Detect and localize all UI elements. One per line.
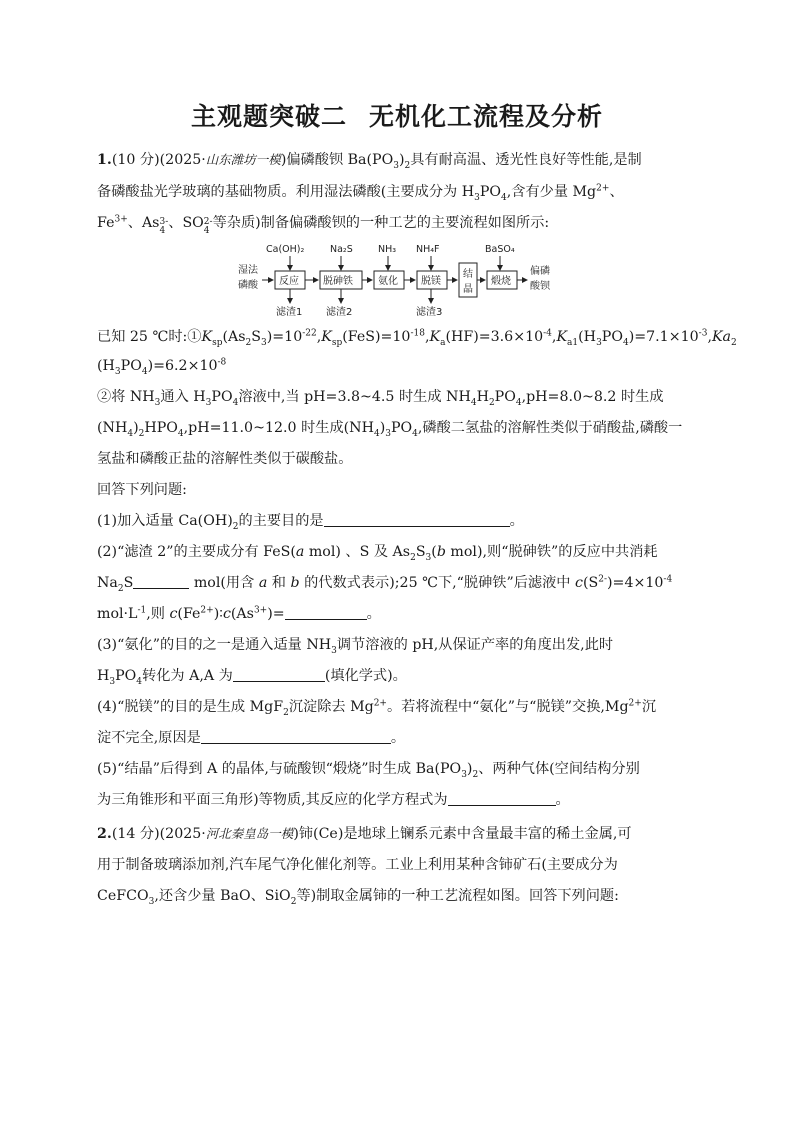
product-2: 酸钡 bbox=[530, 281, 550, 292]
reagent-baso4: BaSO₄ bbox=[485, 244, 515, 255]
step-remove-as-fe: 脱砷铁 bbox=[323, 276, 353, 287]
answer-blank-4[interactable] bbox=[201, 729, 391, 744]
step-remove-mg: 脱镁 bbox=[421, 276, 441, 287]
q1-line-2: 备磷酸盐光学玻璃的基础物质。利用湿法磷酸(主要成分为 $H_3PO_4$,含有少量 $Mg^{2+}$、 bbox=[97, 183, 624, 203]
q2-line-1: 2.(14 分)(2025·河北秦皇岛一模)铈(Ce)是地球上镧系元素中含量最丰富的稀土金属,可 bbox=[97, 826, 632, 842]
step-reaction: 反应 bbox=[279, 276, 299, 287]
answer-blank-3[interactable] bbox=[233, 667, 325, 682]
q1-part-4-line-2: 淀不完全,原因是 。 bbox=[97, 730, 406, 746]
reagent-nh4f: NH₄F bbox=[416, 244, 440, 255]
residue-1: 滤渣1 bbox=[276, 307, 303, 318]
flow-start-1: 湿法 bbox=[238, 265, 258, 276]
q1-condition-2: $(NH_4)_2HPO_4,pH=11.0\sim 12.0$ 时生成$(NH_4)_3PO_4$,磷酸二氢盐的溶解性类似于硝酸盐,磷酸一 bbox=[97, 420, 683, 439]
q1-condition-1: ②将 $NH_3$通入 $H_3PO_4$溶液中,当 pH=3.8~4.5 时生成 $NH_4H_2PO_4,pH=8.0\sim 8.2$ 时生成 bbox=[97, 389, 664, 408]
title-part-1: 主观题突破二 bbox=[190, 102, 347, 131]
q1-line-3: $Fe^{3+}$、As 3- 4 、SO 2- 4 等杂质)制备偏磷酸钡的一种工艺的主要流程如图所示: bbox=[97, 214, 550, 236]
q2-line-3: CeFCO$_3$,还含少量 BaO、SiO$_2$等)制取金属铈的一种工艺流程如图。回答下列问题: bbox=[97, 888, 619, 907]
reagent-caoh2: Ca(OH)₂ bbox=[266, 244, 305, 255]
answer-blank-2b[interactable] bbox=[285, 605, 367, 620]
q1-part-1: (1)加入适量 $Ca(OH)_2$的主要目的是 。 bbox=[97, 513, 524, 532]
reagent-nh3: NH₃ bbox=[378, 244, 397, 255]
answer-blank-5[interactable] bbox=[448, 791, 556, 806]
answer-blank-2a[interactable] bbox=[133, 574, 189, 589]
step-calcine: 煅烧 bbox=[491, 276, 511, 287]
flow-start-2: 磷酸 bbox=[238, 280, 258, 291]
page-title bbox=[0, 97, 794, 133]
product-1: 偏磷 bbox=[530, 266, 550, 277]
q2-line-2: 用于制备玻璃添加剂,汽车尾气净化催化剂等。工业上利用某种含铈矿石(主要成分为 bbox=[97, 857, 618, 873]
q1-part-2-line-2: $Na_2S$ mol(用含 a 和 b 的代数式表示);25 ℃下,“脱砷铁”后滤液中 $c(S^{2-})=4\times 10^{-4}$ bbox=[97, 574, 673, 594]
q1-known-1: 已知 25 ℃时$:①K_{sp}(As_2S_3)=10^{-22},K_{sp}(FeS)=10^{-18},K_a(HF)=3.6\times 10^{-4},K_{a1}(H_3PO_4)=7.1\times 10^{-3},Ka_2$ bbox=[97, 328, 737, 348]
process-flow-diagram bbox=[238, 241, 583, 319]
q1-part-2-line-3: $mol\cdot L^{-1}$,则 $c(Fe^{2+})∶c(As^{3+})=$ 。 bbox=[97, 605, 381, 622]
q1-part-3-line-2: $H_3PO_4$转化为 A,A 为 (填化学式)。 bbox=[97, 668, 407, 687]
q1-part-3-line-1: (3)“氨化”的目的之一是通入适量 $NH_3$调节溶液的 pH,从保证产率的角度出发,此时 bbox=[97, 637, 614, 656]
q1-condition-3: 氢盐和磷酸正盐的溶解性类似于碳酸盐。 bbox=[97, 451, 353, 467]
answer-blank-1[interactable] bbox=[324, 512, 510, 527]
q1-answer-prompt: 回答下列问题: bbox=[97, 482, 187, 498]
step-crystallize-2: 晶 bbox=[463, 284, 473, 295]
q1-part-5-line-2: 为三角锥形和平面三角形)等物质,其反应的化学方程式为 。 bbox=[97, 792, 570, 808]
residue-2: 滤渣2 bbox=[326, 307, 353, 318]
step-ammoniation: 氨化 bbox=[378, 276, 398, 287]
q1-part-4-line-1: (4)“脱镁”的目的是生成 MgF$_2$沉淀除去 $Mg^{2+}$。若将流程中“氨化”与“脱镁”交换$,Mg^{2+}$沉 bbox=[97, 698, 657, 718]
q1-part-5-line-1: (5)“结晶”后得到 A 的晶体,与硫酸钡“煅烧”时生成 $Ba(PO_3)_2$、两种气体(空间结构分别 bbox=[97, 761, 640, 780]
title-part-2: 无机化工流程及分析 bbox=[369, 102, 604, 131]
residue-3: 滤渣3 bbox=[416, 307, 443, 318]
step-crystallize-1: 结 bbox=[463, 269, 473, 280]
q1-line-1: 1.(10 分)(2025·山东潍坊一模)偏磷酸钡 $Ba(PO_3)_2$具有耐高温、透光性良好等性能,是制 bbox=[97, 152, 642, 171]
q1-part-2-line-1: (2)“滤渣 2”的主要成分有 FeS(a mol) 、S 及 $As_2S_3(b$ mol),则“脱砷铁”的反应中共消耗 bbox=[97, 544, 658, 563]
reagent-na2s: Na₂S bbox=[330, 244, 353, 255]
q1-known-2: $(H_3PO_4)=6.2\times 10^{-8}$ bbox=[97, 357, 227, 377]
